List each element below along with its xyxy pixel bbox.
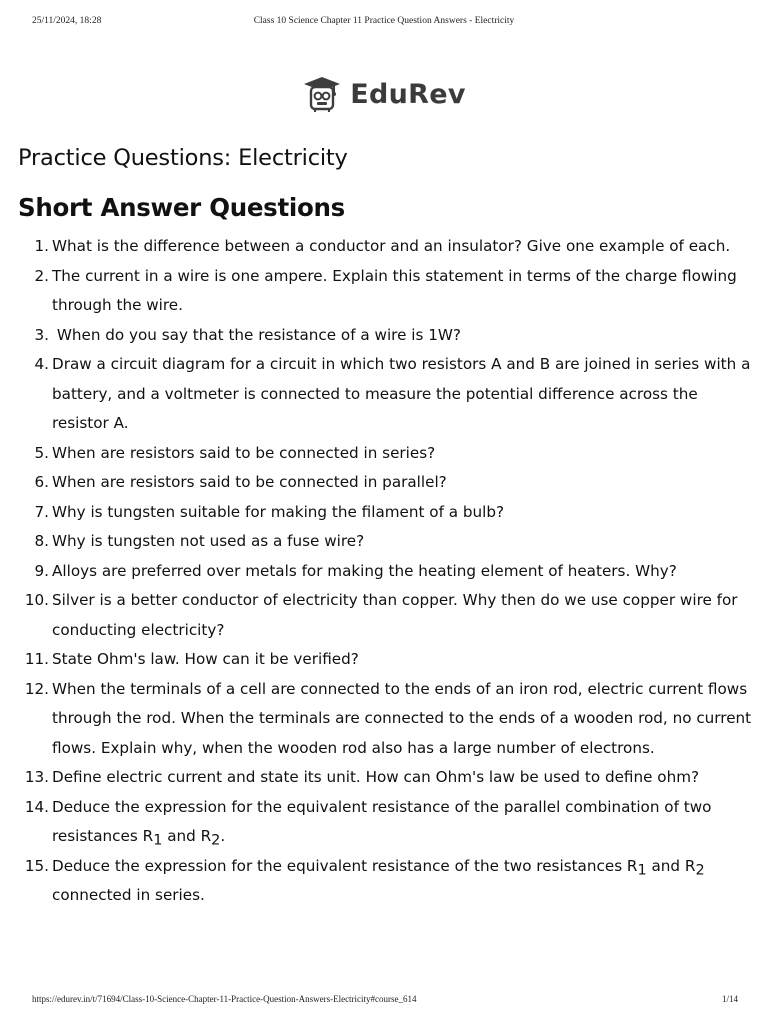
question-text: When the terminals of a cell are connected to the ends of an iron rod, electric current flows through the rod. When the terminals are connected to the ends of a wooden rod, no current flows. Explain why, when the wooden rod also has a large number of electrons.: [52, 679, 752, 757]
print-header: [32, 16, 736, 30]
question-item: [18, 350, 754, 439]
question-item: [18, 321, 754, 351]
question-number: 8.: [34, 532, 49, 550]
subscript-r1: 1: [637, 862, 647, 879]
subscript-r2: 2: [211, 832, 221, 849]
edurev-logo[interactable]: [0, 70, 768, 118]
question-number: 9.: [34, 561, 49, 580]
question-text: When are resistors said to be connected in parallel?: [52, 473, 447, 491]
question-number: 3.: [34, 325, 49, 344]
question-text: Silver is a better conductor of electricity than copper. Why then do we use copper wire for conducting electricity?: [52, 591, 738, 639]
question-text: Why is tungsten not used as a fuse wire?: [52, 532, 365, 550]
question-number: 6.: [34, 473, 49, 491]
question-item: [18, 232, 754, 262]
section-title: Short Answer Questions: [18, 193, 345, 222]
question-number: 4.: [34, 355, 49, 373]
question-text: Define electric current and state its unit. How can Ohm's law be used to define ohm?: [52, 768, 700, 786]
question-item: [18, 557, 754, 587]
question-number: 5.: [34, 443, 49, 462]
question-number: 11.: [24, 650, 49, 668]
question-item: [18, 586, 754, 645]
question-item: [18, 262, 754, 321]
questions-list: [18, 232, 754, 911]
question-item: [18, 439, 754, 469]
question-number: 12.: [24, 679, 49, 698]
page-title: Practice Questions: Electricity: [18, 145, 348, 171]
question-number: 2.: [34, 266, 49, 285]
question-number: 10.: [24, 591, 49, 609]
question-item: [18, 763, 754, 793]
question-text-start: Deduce the expression for the equivalent resistance of the two resistances R: [52, 856, 638, 875]
page-number: 1/14: [721, 994, 738, 1004]
print-footer: [32, 994, 738, 1008]
question-number: 7.: [34, 502, 49, 521]
question-number: 1.: [34, 237, 49, 255]
question-text-end: connected in series.: [52, 856, 710, 904]
logo-text: EduRev: [350, 78, 466, 110]
subscript-r2: 2: [695, 862, 705, 879]
question-text: When are resistors said to be connected in series?: [52, 443, 436, 462]
question-item: [18, 645, 754, 675]
question-text: The current in a wire is one ampere. Explain this statement in terms of the charge flowing through the wire.: [52, 266, 737, 314]
question-number: 15.: [24, 856, 49, 875]
question-item: [18, 498, 754, 528]
question-item: [18, 527, 754, 557]
question-item: [18, 852, 754, 911]
question-text-mid: and R: [162, 827, 212, 845]
question-item: [18, 793, 754, 852]
question-item: [18, 675, 754, 764]
question-number: 13.: [24, 768, 49, 786]
question-text: Draw a circuit diagram for a circuit in which two resistors A and B are joined in series with a battery, and a voltmeter is connected to measure the potential difference across the resistor A.: [52, 355, 751, 432]
question-text: State Ohm's law. How can it be verified?: [52, 650, 359, 668]
question-text: Alloys are preferred over metals for making the heating element of heaters. Why?: [52, 561, 677, 580]
graduation-cap-mascot-icon: [302, 74, 342, 114]
print-datetime: 25/11/2024, 18:28: [32, 16, 102, 26]
question-text-end: .: [220, 827, 226, 845]
question-text-mid: and R: [646, 856, 696, 875]
question-item: [18, 468, 754, 498]
print-document-title: Class 10 Science Chapter 11 Practice Question Answers - Electricity: [253, 16, 515, 26]
question-text: [52, 852, 754, 911]
question-text-start: Deduce the expression for the equivalent resistance of the parallel combination of two resistances R: [52, 797, 712, 845]
print-url[interactable]: https://edurev.in/t/71694/Class-10-Science-Chapter-11-Practice-Question-Answers-Electricity#course_614: [32, 994, 417, 1004]
question-text: When do you say that the resistance of a wire is 1W?: [52, 325, 461, 344]
question-text: What is the difference between a conductor and an insulator? Give one example of each.: [52, 237, 731, 255]
subscript-r1: 1: [153, 832, 163, 849]
question-text: [52, 793, 754, 852]
question-number: 14.: [24, 797, 49, 816]
question-text: Why is tungsten suitable for making the filament of a bulb?: [52, 502, 505, 521]
